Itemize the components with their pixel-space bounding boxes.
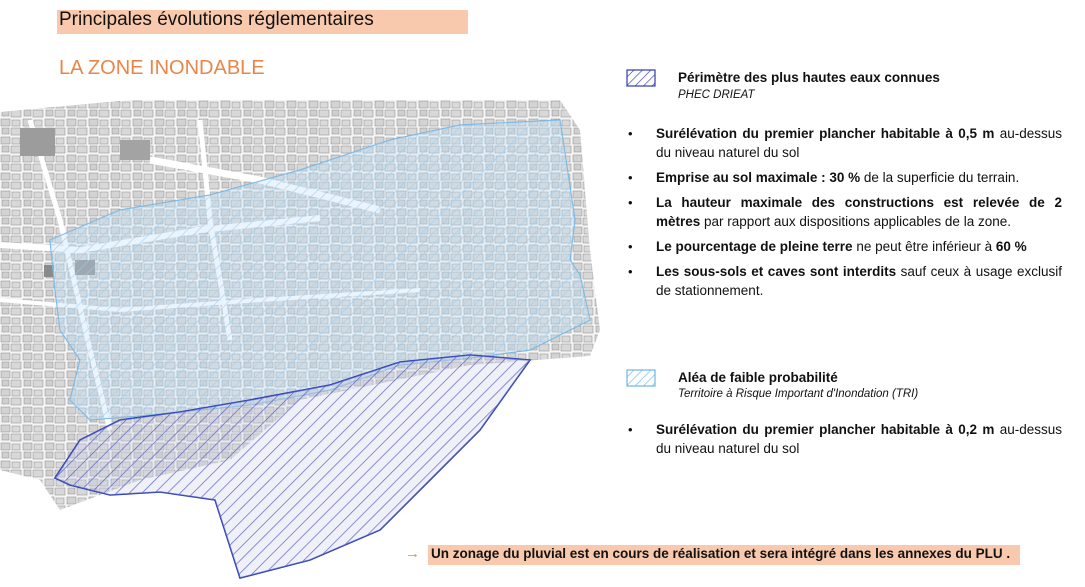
tri-swatch-icon (626, 369, 656, 387)
tri-rules-list (628, 420, 1062, 464)
list-item: • Les sous-sols et caves sont interdits sauf ceux à usage exclusif de stationnement. (628, 264, 1062, 298)
phec-legend-subtitle: PHEC DRIEAT (678, 89, 755, 101)
page-title: Principales évolutions réglementaires (59, 9, 374, 30)
tri-legend-subtitle: Territoire à Risque Important d'Inondation (TRI) (678, 388, 919, 400)
list-item: • Surélévation du premier plancher habitable à 0,5 m au-dessus du niveau naturel du sol (628, 126, 1062, 160)
arrow-right-icon: → (405, 545, 420, 562)
flood-zone-map (0, 100, 600, 587)
map-svg (0, 100, 600, 587)
list-item: • La hauteur maximale des constructions est relevée de 2 mètres par rapport aux dispositions applicables de la zone. (628, 195, 1062, 229)
list-item: • Emprise au sol maximale : 30 % de la superficie du terrain. (628, 170, 1020, 185)
phec-swatch-icon (626, 69, 656, 87)
phec-legend-title: Périmètre des plus hautes eaux connues (678, 70, 940, 85)
phec-rules-list (628, 124, 1062, 306)
footer-note: Un zonage du pluvial est en cours de réalisation et sera intégré dans les annexes du PLU . (431, 546, 1011, 561)
list-item: • Le pourcentage de pleine terre ne peut être inférieur à 60 % (628, 239, 1027, 254)
tri-legend-title: Aléa de faible probabilité (678, 370, 838, 385)
section-title: LA ZONE INONDABLE (59, 57, 265, 79)
list-item: • Surélévation du premier plancher habitable à 0,2 m au-dessus du niveau naturel du sol (628, 422, 1062, 456)
